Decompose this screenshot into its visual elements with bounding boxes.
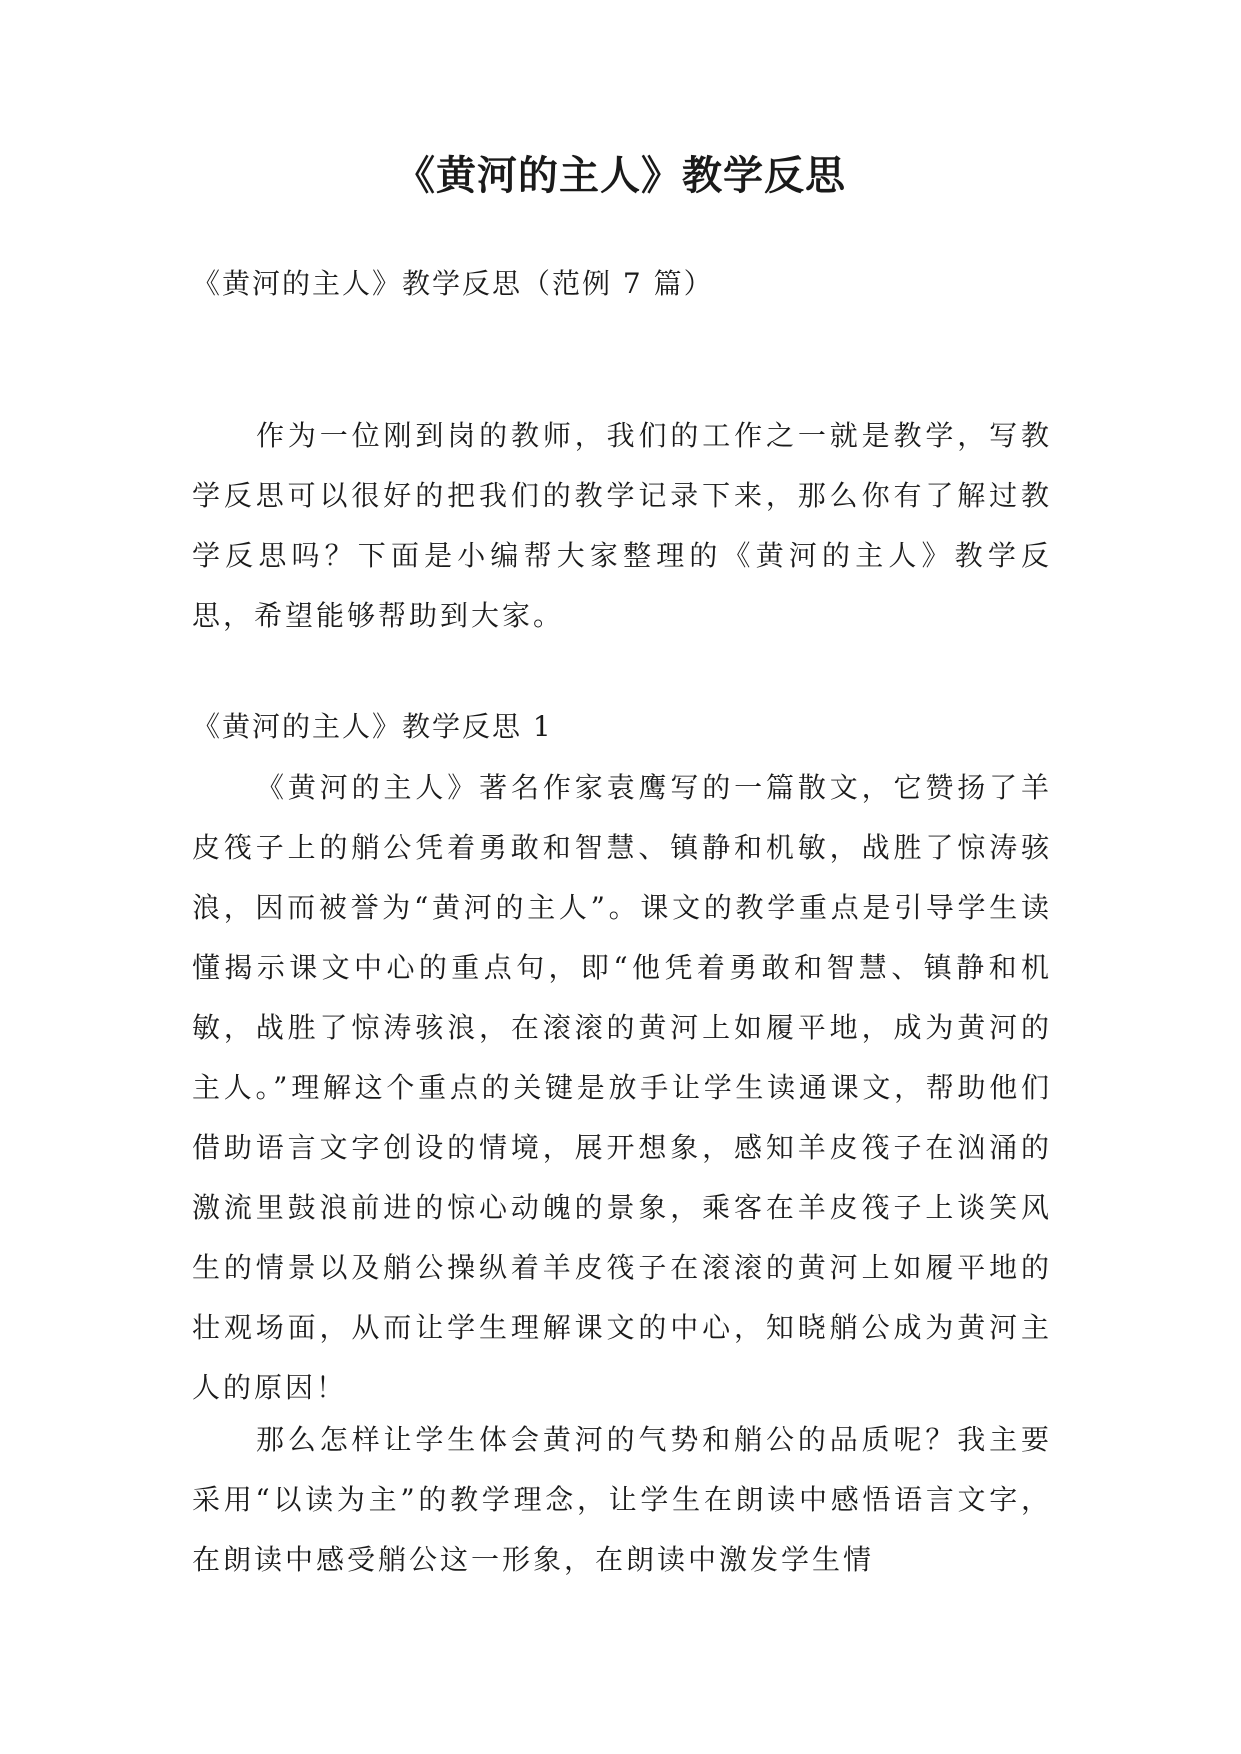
section-heading-1: 《黄河的主人》教学反思 1 <box>192 710 553 743</box>
document-subtitle: 《黄河的主人》教学反思（范例 7 篇） <box>192 267 714 300</box>
document-title: 《黄河的主人》教学反思 <box>395 152 846 199</box>
body-paragraph: 《黄河的主人》著名作家袁鹰写的一篇散文，它赞扬了羊皮筏子上的艄公凭着勇敢和智慧、镇静和机敏，战胜了惊涛骇浪，因而被誉为“黄河的主人”。课文的教学重点是引导学生读懂揭示课文中心的重点句，即“他凭着勇敢和智慧、镇静和机敏，战胜了惊涛骇浪，在滚滚的黄河上如履平地，成为黄河的主人。”理解这个重点的关键是放手让学生读通课文，帮助他们借助语言文字创设的情境，展开想象，感知羊皮筏子在汹涌的激流里鼓浪前进的惊心动魄的景象，乘客在羊皮筏子上谈笑风生的情景以及艄公操纵着羊皮筏子在滚滚的黄河上如履平地的壮观场面，从而让学生理解课文的中心，知晓艄公成为黄河主人的原因！ <box>192 771 1052 1404</box>
body-paragraph: 那么怎样让学生体会黄河的气势和艄公的品质呢？我主要采用“以读为主”的教学理念，让学生在朗读中感悟语言文字，在朗读中感受艄公这一形象，在朗读中激发学生情 <box>192 1423 1052 1576</box>
intro-paragraph: 作为一位刚到岗的教师，我们的工作之一就是教学，写教学反思可以很好的把我们的教学记录下来，那么你有了解过教学反思吗？下面是小编帮大家整理的《黄河的主人》教学反思，希望能够帮助到大家。 <box>192 419 1052 632</box>
